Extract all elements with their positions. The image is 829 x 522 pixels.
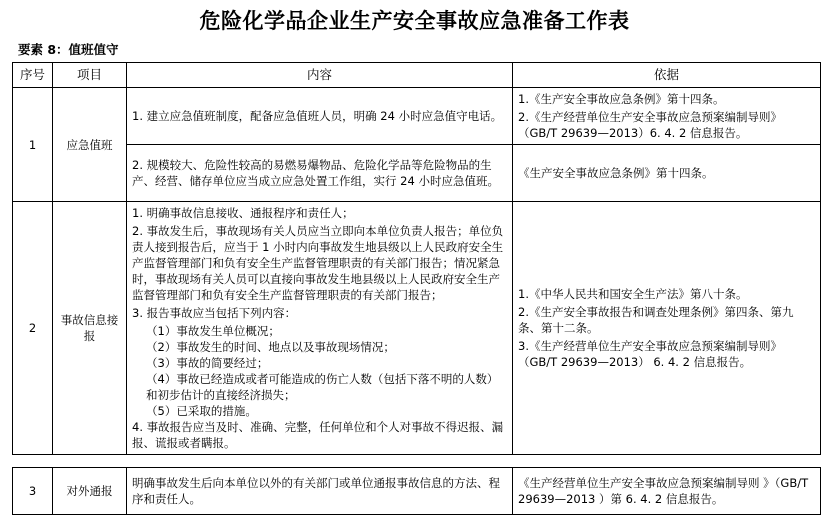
content-line: 1. 明确事故信息接收、通报程序和责任人； [132, 206, 354, 220]
row-no: 2 [13, 202, 53, 455]
basis-line: 1.《中华人民共和国安全生产法》第八十条。 [518, 287, 748, 301]
emergency-preparedness-table [12, 62, 821, 455]
emergency-preparedness-table-continued [12, 467, 821, 515]
basis-line: 《生产经营单位生产安全事故应急预案编制导则 》（GB/T 29639—2013 ）第 6. 4. 2 信息报告。 [518, 476, 809, 506]
column-header-item: 项目 [53, 63, 127, 88]
row-basis [513, 202, 821, 455]
content-line: 2. 事故发生后，事故现场有关人员应当立即向本单位负责人报告；单位负责人接到报告后，应当于 1 小时内向事故发生地县级以上人民政府安全生产监督管理部门和负有安全生产监督管理职责的有关部门报告；情况紧急时，事故现场有关人员可以直接向事故发生地县级以上人民政府安全生产监督管理部门和负有安全生产监督管理职责的有关部门报告； [132, 224, 504, 302]
content-line: 4. 事故报告应当及时、准确、完整，任何单位和个人对事故不得迟报、漏报、谎报或者瞒报。 [132, 420, 504, 450]
row-content [127, 468, 513, 515]
row-basis [513, 88, 821, 145]
basis-line: 《生产安全事故应急条例》第十四条。 [518, 166, 714, 180]
table-header-row [13, 63, 821, 88]
row-content [127, 145, 513, 202]
row-no: 1 [13, 88, 53, 202]
table-row [13, 145, 821, 202]
page-title: 危险化学品企业生产安全事故应急准备工作表 [199, 9, 630, 33]
content-subitem: （1）事故发生单位概况； [146, 324, 280, 338]
row-content [127, 88, 513, 145]
row-item: 应急值班 [53, 88, 127, 202]
content-line: 1. 建立应急值班制度，配备应急值班人员，明确 24 小时应急值守电话。 [132, 109, 503, 123]
document-page [0, 6, 829, 522]
table-row [13, 202, 821, 455]
table-gap [0, 455, 829, 467]
row-no: 3 [13, 468, 53, 515]
column-header-basis: 依据 [513, 63, 821, 88]
basis-line: 2.《生产经营单位生产安全事故应急预案编制导则》（GB/T 29639—2013）6. 4. 2 信息报告。 [518, 110, 782, 140]
table-row [13, 468, 821, 515]
content-line: 3. 报告事故应当包括下列内容： [132, 306, 297, 320]
column-header-content: 内容 [127, 63, 513, 88]
table-row [13, 88, 821, 145]
content-line: 2. 规模较大、危险性较高的易燃易爆物品、危险化学品等危险物品的生产、经营、储存单位应当成立应急处置工作组，实行 24 小时应急值班。 [132, 158, 499, 188]
row-basis [513, 468, 821, 515]
basis-line: 3.《生产经营单位生产安全事故应急预案编制导则》（GB/T 29639—2013） 6. 4. 2 信息报告。 [518, 339, 782, 369]
section-label: 要素 8：值班值守 [18, 42, 119, 57]
column-header-no: 序号 [13, 63, 53, 88]
row-content [127, 202, 513, 455]
content-subitem: （3）事故的简要经过； [146, 356, 269, 370]
basis-line: 1.《生产安全事故应急条例》第十四条。 [518, 92, 725, 106]
content-subitem: （4）事故已经造成或者可能造成的伤亡人数（包括下落不明的人数）和初步估计的直接经济损失； [146, 372, 499, 402]
row-basis [513, 145, 821, 202]
content-subitem: （2）事故发生的时间、地点以及事故现场情况； [146, 340, 395, 354]
content-line: 明确事故发生后向本单位以外的有关部门或单位通报事故信息的方法、程序和责任人。 [132, 476, 500, 506]
row-item: 对外通报 [53, 468, 127, 515]
basis-line: 2.《生产安全事故报告和调查处理条例》第四条、第九条、第十二条。 [518, 305, 794, 335]
row-item: 事故信息接报 [53, 202, 127, 455]
content-subitem: （5）已采取的措施。 [146, 404, 257, 418]
